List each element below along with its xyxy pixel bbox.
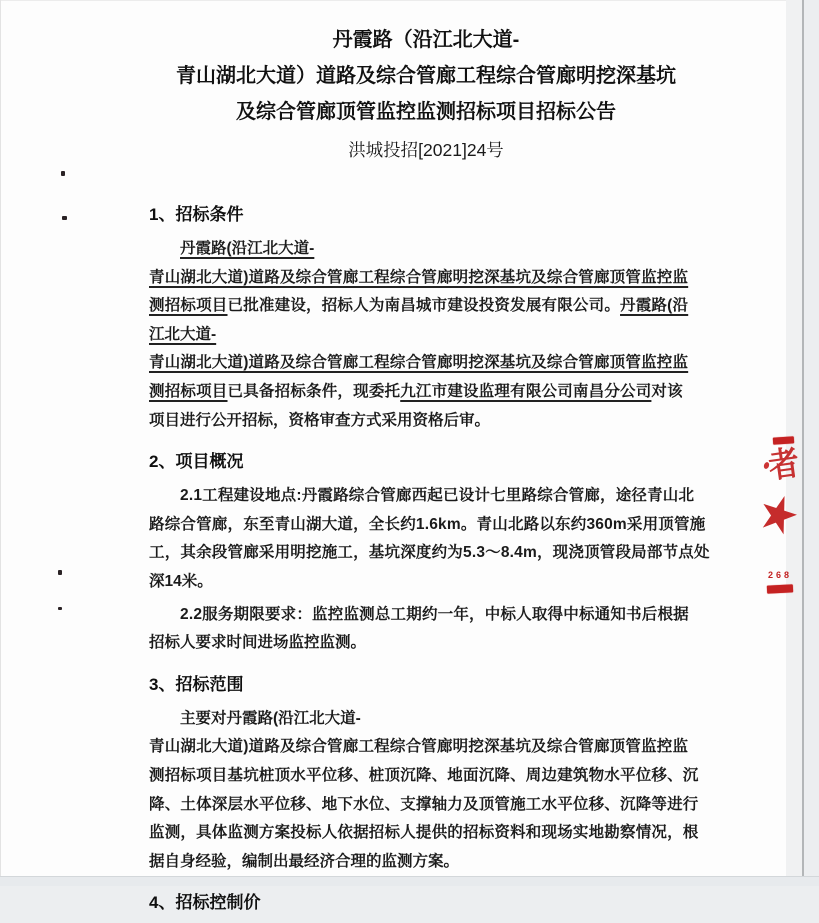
title-line-1: 丹霞路（沿江北大道-: [332, 29, 520, 51]
scan-speck: [62, 216, 67, 220]
paragraph: [149, 482, 710, 596]
underlined-text: 青山湖北大道)道路及综合管廊工程综合管廊明挖深基坑及综合管廊顶管监控监: [149, 354, 689, 372]
text-line: [149, 349, 703, 378]
stamp-star-icon: ★: [750, 480, 808, 548]
title-line-2: 青山湖北大道）道路及综合管廊工程综合管廊明挖深基坑: [176, 65, 676, 87]
text-line: [149, 407, 703, 436]
scan-speck: [61, 171, 65, 176]
document-title: [149, 0, 703, 130]
plain-text: 2.2服务期限要求：监控监测总工期约一年，中标人取得中标通知书后根据: [180, 605, 689, 623]
document-body: [149, 0, 710, 923]
text-line: [149, 705, 703, 734]
sections-container: [149, 202, 710, 916]
underlined-text: 江北大道-: [149, 325, 217, 343]
section-heading: 3、招标范围: [149, 674, 244, 694]
title-line-3: 及综合管廊顶管监控监测招标项目招标公告: [236, 101, 616, 123]
plain-text: 主要对丹霞路(沿江北大道-: [180, 709, 361, 727]
plain-text: 青山湖北大道)道路及综合管廊工程综合管廊明挖深基坑及综合管廊顶管监控监: [149, 738, 689, 756]
plain-text: 2.1工程建设地点:丹霞路综合管廊西起已设计七里路综合管廊，途径青山北: [180, 487, 695, 505]
underlined-text: 测招标项目: [149, 382, 228, 400]
document-number: 洪城投招[2021]24号: [348, 140, 504, 160]
text-line: [149, 539, 710, 568]
text-line: [149, 733, 703, 762]
paragraph: [149, 235, 703, 435]
paragraph: [149, 705, 703, 877]
plain-text: 监测，具体监测方案投标人依据招标人提供的招标资料和现场实地勘察情况，根: [149, 824, 699, 842]
underlined-text: 丹霞路(沿: [620, 297, 689, 315]
plain-text: 对该: [651, 382, 683, 400]
text-line: [149, 264, 703, 293]
section-heading: 1、招标条件: [149, 205, 244, 224]
plain-text: 测招标项目基坑桩顶水平位移、桩顶沉降、地面沉降、周边建筑物水平位移、沉: [149, 766, 699, 784]
text-line: [149, 321, 703, 350]
paragraph: [149, 601, 703, 658]
scan-speck: [58, 570, 62, 575]
text-line: [149, 378, 703, 407]
text-line: [149, 629, 703, 658]
text-line: [149, 601, 703, 630]
section-heading: 2、项目概况: [149, 452, 244, 472]
plain-text: 已批准建设，招标人为南昌城市建设投资发展有限公司。: [227, 297, 621, 315]
viewer-bottom-strip: [0, 876, 819, 886]
stamp-digits: 268: [768, 570, 793, 580]
plain-text: 工，其余段管廊采用明挖施工，基坑深度约为5.3～8.4m，现浇顶管段局部节点处: [149, 544, 710, 562]
plain-text: 深14米。: [149, 572, 213, 590]
text-line: [149, 762, 703, 791]
text-line: [149, 848, 703, 877]
plain-text: 已具备招标条件，现委托: [227, 382, 401, 400]
section-heading: 4、招标控制价: [149, 893, 261, 913]
text-line: [149, 292, 703, 321]
underlined-text: 九江市建设监理有限公司南昌分公司: [400, 382, 652, 400]
stamp-bar-icon: [767, 584, 793, 593]
text-line: [149, 482, 703, 511]
plain-text: 路综合管廊，东至青山湖大道，全长约1.6km。青山北路以东约360m采用顶管施: [149, 515, 706, 533]
text-line: [149, 511, 706, 540]
scan-speck: [58, 607, 62, 610]
text-line: [149, 819, 703, 848]
underlined-text: 青山湖北大道)道路及综合管廊工程综合管廊明挖深基坑及综合管廊顶管监控监: [149, 268, 689, 286]
plain-text: 招标人要求时间进场监控监测。: [149, 634, 367, 652]
text-line: [149, 791, 703, 820]
underlined-text: 测招标项目: [149, 297, 228, 315]
plain-text: 降、土体深层水平位移、地下水位、支撑轴力及顶管施工水平位移、沉降等进行: [149, 795, 699, 813]
underlined-text: 丹霞路(沿江北大道-: [180, 240, 315, 257]
text-line: [149, 235, 703, 264]
stamp-bar-icon: [773, 436, 794, 444]
plain-text: 据自身经验，编制出最经济合理的监测方案。: [149, 852, 460, 870]
stamp-character: 者: [766, 444, 802, 486]
text-line: [149, 568, 703, 597]
plain-text: 项目进行公开招标，资格审查方式采用资格后审。: [149, 411, 491, 429]
